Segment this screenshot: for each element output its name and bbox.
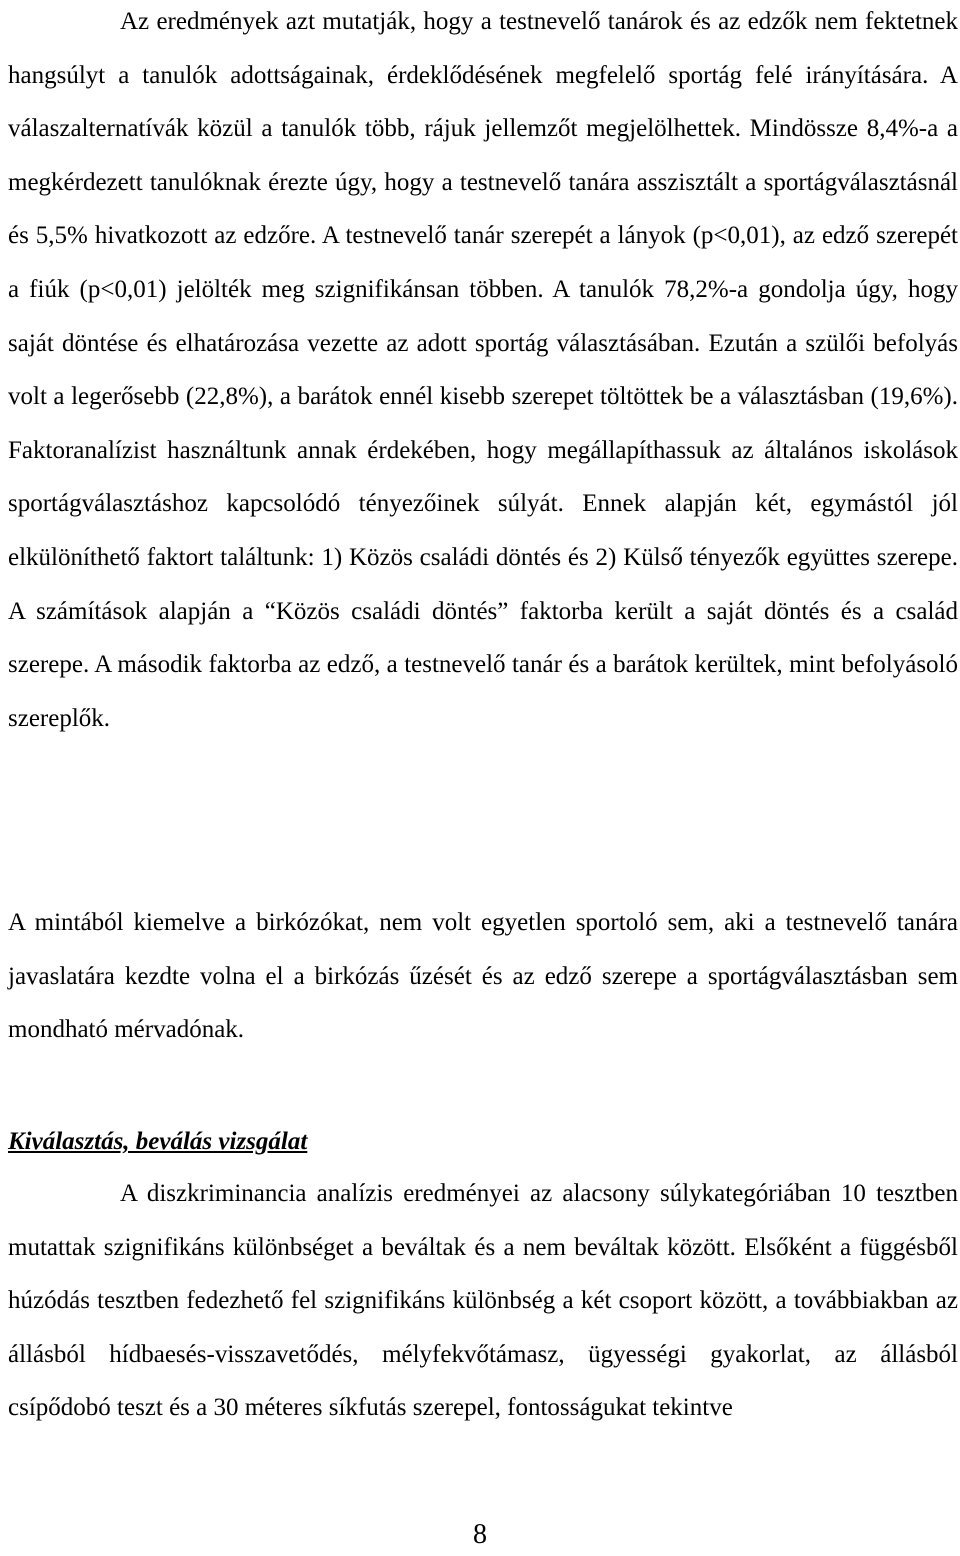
body-paragraph-discriminant: A diszkriminancia analízis eredményei az alacsony súlykategóriában 10 tesztben mutattak szignifikáns különbséget a beváltak és a nem beváltak között. Elsőként a függésből húzódás tesztben fedezhető fel szignifikáns különbség a két csoport között, a továbbiakban az állásból hídbaesés-visszavetődés, mélyfekvőtámasz, ügyességi gyakorlat, az állásból csípődobó teszt és a 30 méteres síkfutás szerepel, fontosságukat tekintve (8, 1180, 958, 1422)
body-paragraph-results: Az eredmények azt mutatják, hogy a testnevelő tanárok és az edzők nem fektetnek hangsúlyt a tanulók adottságainak, érdeklődésének megfelelő sportág felé irányítására. A válaszalternatívák közül a tanulók több, rájuk jellemzőt megjelölhettek. Mindössze 8,4%-a a megkérdezett tanulóknak érezte úgy, hogy a testnevelő tanára asszisztált a sportágválasztásnál és 5,5% hivatkozott az edzőre. A testnevelő tanár szerepét a lányok (p<0,01), az edző szerepét a fiúk (p<0,01) jelölték meg szignifikánsan többen. A tanulók 78,2%-a gondolja úgy, hogy saját döntése és elhatározása vezette az adott sportág választásában. Ezután a szülői befolyás volt a legerősebb (22,8%), a barátok ennél kisebb szerepet töltöttek be a választásban (19,6%). Faktoranalízist használtunk annak érdekében, hogy megállapíthassuk az általános iskolások sportágválasztáshoz kapcsolódó tényezőinek súlyát. Ennek alapján két, egymástól jól elkülöníthető faktort találtunk: 1) Közös családi döntés és 2) Külső tényezők együttes szerepe. A számítások alapján a “Közös családi döntés” faktorba került a saját döntés és a család szerepe. A második faktorba az edző, a testnevelő tanár és a barátok kerültek, mint befolyásoló szereplők. (8, 8, 958, 732)
section-heading: Kiválasztás, beválás vizsgálat (8, 1128, 308, 1155)
body-paragraph-wrestlers: A mintából kiemelve a birkózókat, nem volt egyetlen sportoló sem, aki a testnevelő tanára javaslatára kezdte volna el a birkózás űzését és az edző szerepe a sportágválasztásban sem mondható mérvadónak. (8, 909, 958, 1044)
page-number: 8 (473, 1519, 487, 1550)
